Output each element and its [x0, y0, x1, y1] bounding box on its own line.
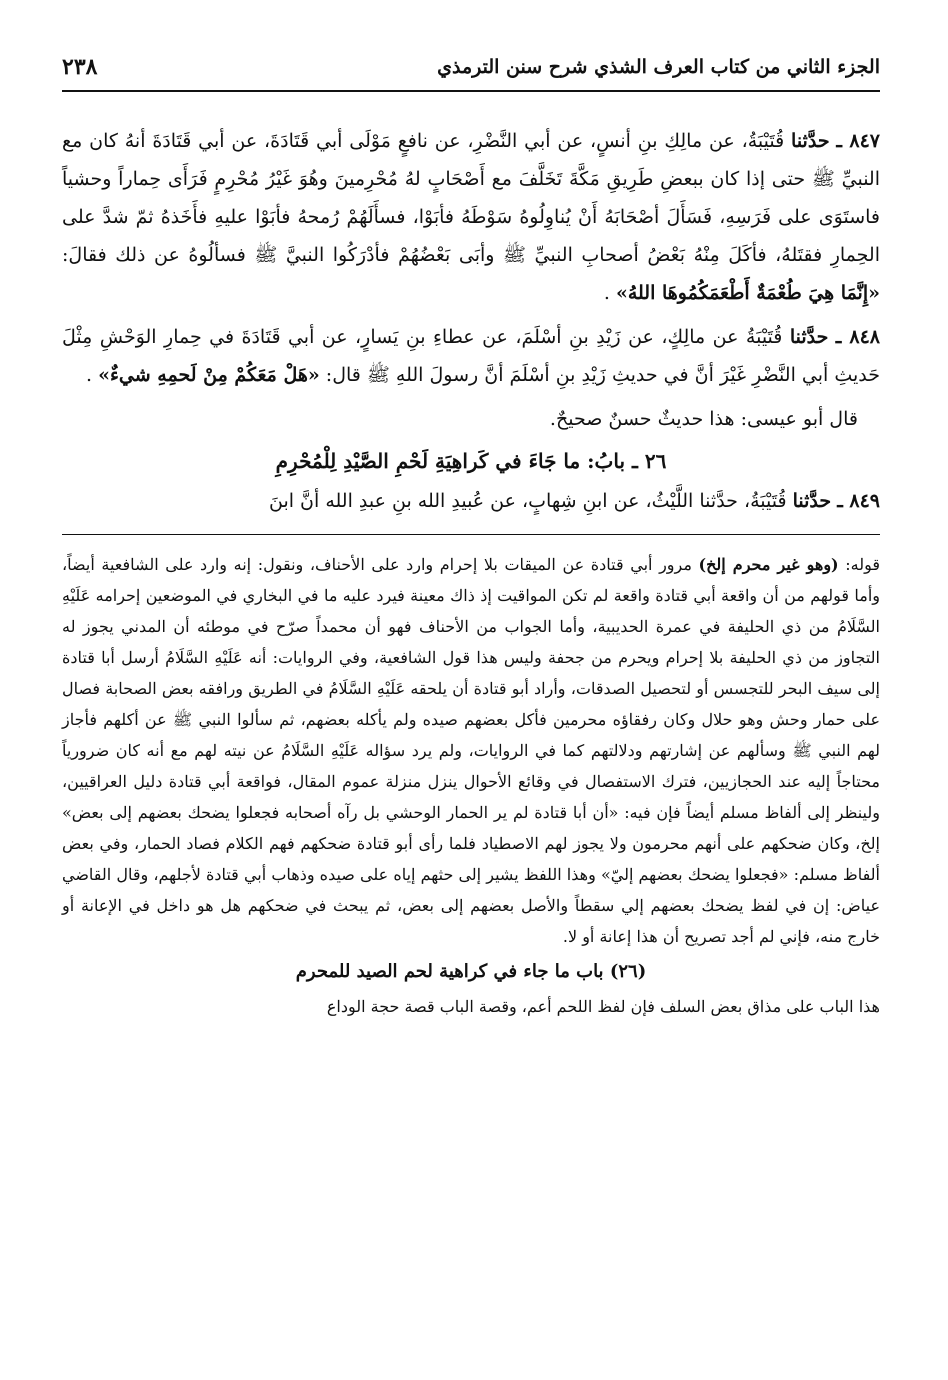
tirmidhi-comment: قال أبو عيسى: هذا حديثٌ حسنٌ صحيحٌ. [549, 408, 858, 430]
commentary-section [62, 549, 880, 1022]
narration-word: حدَّثنا [789, 326, 829, 348]
footnote-separator [62, 534, 880, 535]
hadith-text: قُتَيْبَةُ عن مالِكٍ، عن زَيْدِ بنِ أسْلَمَ، عن عطاءِ بنِ يَسارٍ، عن أبي قَتَادَةَ في حِمارِ الوَحْشِ مِثْلَ حَديثِ أبي النَّضْرِ غَيْرَ أنَّ في حديثِ زَيْدِ بنِ أسْلَمَ أنَّ رسولَ اللهِ ﷺ قال: [62, 326, 880, 386]
hadith-number: ٨٤٨ ـ [835, 326, 880, 348]
prophetic-saying: «هَلْ مَعَكُمْ مِنْ لَحمِهِ شيءٌ» [98, 364, 320, 386]
hadith-number: ٨٤٩ ـ [837, 490, 880, 512]
hadith-end: . [603, 282, 610, 304]
hadith-text: قُتَيْبَةُ، عن مالِكِ بنِ أنسٍ، عن أبي النَّضْرِ، عن نافعٍ مَوْلَى أبي قَتَادَةَ، عن أبي قَتَادَةَ أنهُ كان مع النبيِّ ﷺ حتى إذا كان ببعضِ طَرِيقِ مَكَّةَ تَخَلَّفَ مع أَصْحَابٍ لهُ مُحْرِمينَ وهُوَ غَيْرُ مُحْرِمٍ فَرَأَى حِماراً وحشياً فاستَوَى على فَرَسِهِ، فَسَأَلَ أصْحَابَهُ أَنْ يُناوِلُوهُ سَوْطَهُ فأبَوْا، فسأَلَهُمْ رُمحهُ فأبَوْا عليهِ فأَخَذهُ ثمّ شدَّ على الحِمارِ فقتَلهُ، فأكَلَ مِنْهُ بَعْضُ أصحابِ النبيِّ ﷺ وأبَى بَعْضُهُمْ فأدْرَكُوا النبيَّ ﷺ فسألُوهُ عن ذلك فقالَ: [62, 130, 880, 266]
main-text [62, 122, 880, 520]
page-header [62, 50, 880, 92]
running-title: الجزء الثاني من كتاب العرف الشذي شرح سنن الترمذي [437, 56, 880, 78]
commentary-paragraph-2: هذا الباب على مذاق بعض السلف فإن لفظ اللحم أعم، وقصة الباب قصة حجة الوداع [326, 997, 880, 1016]
narration-word: حدَّثنا [792, 490, 832, 512]
header-rule [62, 90, 880, 92]
book-page [62, 50, 880, 1380]
hadith-849 [62, 482, 880, 520]
prophetic-saying: «إِنَّمَا هِيَ طُعْمَةٌ أَطْعَمَكُمُوهَا اللهُ» [615, 282, 880, 304]
commentary-paragraph [62, 549, 880, 952]
hadith-end: . [86, 364, 93, 386]
hadith-847 [62, 122, 880, 312]
commentary-chapter-title: (٢٦) باب ما جاء في كراهية لحم الصيد للمحرم [295, 961, 647, 982]
hadith-848 [62, 318, 880, 394]
commentary-lemma: (وهو غير محرم إلخ) [698, 555, 839, 574]
hadith-number: ٨٤٧ ـ [836, 130, 881, 152]
commentary-text: مرور أبي قتادة عن الميقات بلا إحرام وارد على الأحناف، ونقول: إنه وارد على الشافعية أيضاً، وأما قولهم من أن واقعة أبي قتادة واقعة لم تكن المواقيت إذ ذاك معينة فيرد عليه ما في البخاري في الموضعين إحرامه عَلَيْهِ السَّلَامُ من ذي الحليفة في عمرة الحديبية، وأما الجواب من الأحناف فهو أن محمداً صرّح في موطئه أن المدني يجوز له التجاوز من ذي الحليفة بلا إحرام ويحرم من جحفة وليس هذا قول الشافعية، وفي الروايات: أنه عَلَيْهِ السَّلَامُ أرسل أبا قتادة إلى سيف البحر للتجسس أو لتحصيل الصدقات، وأراد أبو قتادة أن يلحقه عَلَيْهِ السَّلَامُ في الطريق ورافقه بعض الصحابة فصال على حمار وحش وهو حلال وكان رفقاؤه محرمين فأكل بعضهم صيده ولم يأكله بعضهم، ثم سألوا النبي ﷺ عن أكلهم فأجاز لهم النبي ﷺ وسألهم عن إشارتهم ودلالتهم كما في الروايات، ولم يرد سؤاله عَلَيْهِ السَّلَامُ عن نيته لهم مع أنه كان ضرورياً محتاجاً إليه عند الحجازيين، فترك الاستفصال في وقائع الأحوال ينزل منزلة عموم المقال، فواقعة أبي قتادة دليل العراقيين، ولينظر إلى ألفاظ مسلم أيضاً فإن فيه: «أن أبا قتادة لم ير الحمار الوحشي بل رآه أصحابه فجعلوا يضحك بعضهم إلى بعض» إلخ، وكان ضحكهم على أنهم محرمون ولا يجوز لهم الاصطياد فلما رأى أبو قتادة ضحكهم فهم الكلام فصاد الحمار، وفي بعض ألفاظ مسلم: «فجعلوا يضحك بعضهم إليّ» وهذا اللفظ يشير إلى حثهم إياه على صيده وذهاب أبي قتادة لأجلهم، وقال القاضي عياض: إن في لفظ يضحك بعضهم إلي سقطاً والأصل بعضهم إلى بعض، ثم يبحث في ضحكهم هل هو داخل في الإعانة أو خارج منه، فإني لم أجد تصريح أن هذا إعانة أو لا. [62, 555, 880, 946]
hadith-text: قُتَيْبَةُ، حدَّثنا اللَّيْثُ، عن ابنِ شِهابٍ، عن عُبيدِ الله بنِ عبدِ الله أنَّ ابنَ [268, 490, 787, 512]
chapter-title: ٢٦ ـ بابُ: ما جَاءَ في كَراهِيَةِ لَحْمِ الصَّيْدِ لِلْمُحْرِمِ [275, 449, 667, 473]
narration-word: حدَّثنا [791, 130, 830, 152]
page-number: ٢٣٨ [62, 54, 98, 80]
commentary-prefix: قوله: [845, 555, 880, 574]
